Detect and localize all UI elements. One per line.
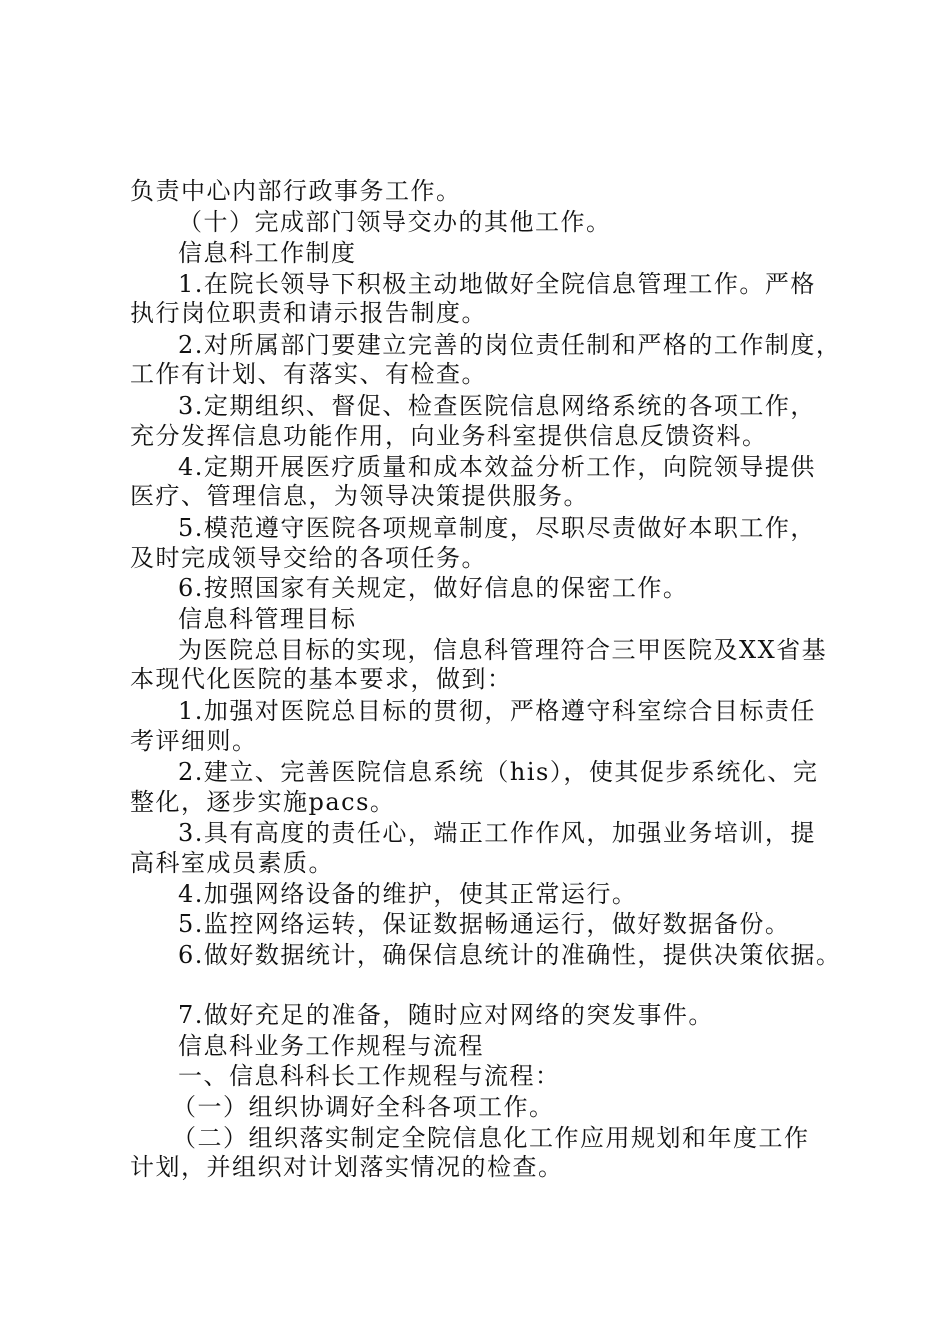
text-line: 执行岗位职责和请示报告制度。 (130, 299, 487, 327)
text-line: （一）组织协调好全科各项工作。 (172, 1093, 555, 1121)
section-heading: 一、信息科科长工作规程与流程： (178, 1062, 561, 1090)
text-line: 医疗、管理信息，为领导决策提供服务。 (130, 482, 589, 510)
text-line: 高科室成员素质。 (130, 849, 334, 877)
text-line: 考评细则。 (130, 727, 258, 755)
text-line: 1.在院长领导下积极主动地做好全院信息管理工作。严格 (178, 270, 816, 298)
text-line: （二）组织落实制定全院信息化工作应用规划和年度工作 (172, 1124, 810, 1152)
text-line: 2.对所属部门要建立完善的岗位责任制和严格的工作制度， (178, 331, 842, 359)
text-line: 本现代化医院的基本要求，做到： (130, 665, 513, 693)
text-line: 1.加强对医院总目标的贯彻，严格遵守科室综合目标责任 (178, 697, 816, 725)
text-line: 整化，逐步实施pacs。 (130, 788, 396, 816)
text-line: 3.定期组织、督促、检查医院信息网络系统的各项工作， (178, 392, 816, 420)
text-line: （十）完成部门领导交办的其他工作。 (178, 208, 612, 236)
section-heading: 信息科业务工作规程与流程 (178, 1032, 484, 1060)
section-heading: 信息科工作制度 (178, 239, 357, 267)
text-line: 3.具有高度的责任心，端正工作作风，加强业务培训，提 (178, 819, 816, 847)
section-heading: 信息科管理目标 (178, 605, 357, 633)
text-line: 6.按照国家有关规定，做好信息的保密工作。 (178, 574, 689, 602)
text-line: 负责中心内部行政事务工作。 (130, 177, 462, 205)
text-line: 为医院总目标的实现，信息科管理符合三甲医院及XX省基 (178, 636, 828, 664)
text-line: 4.加强网络设备的维护，使其正常运行。 (178, 880, 638, 908)
text-line: 4.定期开展医疗质量和成本效益分析工作，向院领导提供 (178, 453, 816, 481)
text-line: 2.建立、完善医院信息系统（his），使其促步系统化、完 (178, 758, 819, 786)
text-line: 7.做好充足的准备，随时应对网络的突发事件。 (178, 1001, 714, 1029)
text-line: 6.做好数据统计，确保信息统计的准确性，提供决策依据。 (178, 941, 842, 969)
text-line: 5.监控网络运转，保证数据畅通运行，做好数据备份。 (178, 910, 791, 938)
text-line: 工作有计划、有落实、有检查。 (130, 360, 487, 388)
text-line: 及时完成领导交给的各项任务。 (130, 544, 487, 572)
text-line: 5.模范遵守医院各项规章制度，尽职尽责做好本职工作， (178, 514, 816, 542)
text-line: 充分发挥信息功能作用，向业务科室提供信息反馈资料。 (130, 422, 768, 450)
text-line: 计划，并组织对计划落实情况的检查。 (130, 1153, 564, 1181)
